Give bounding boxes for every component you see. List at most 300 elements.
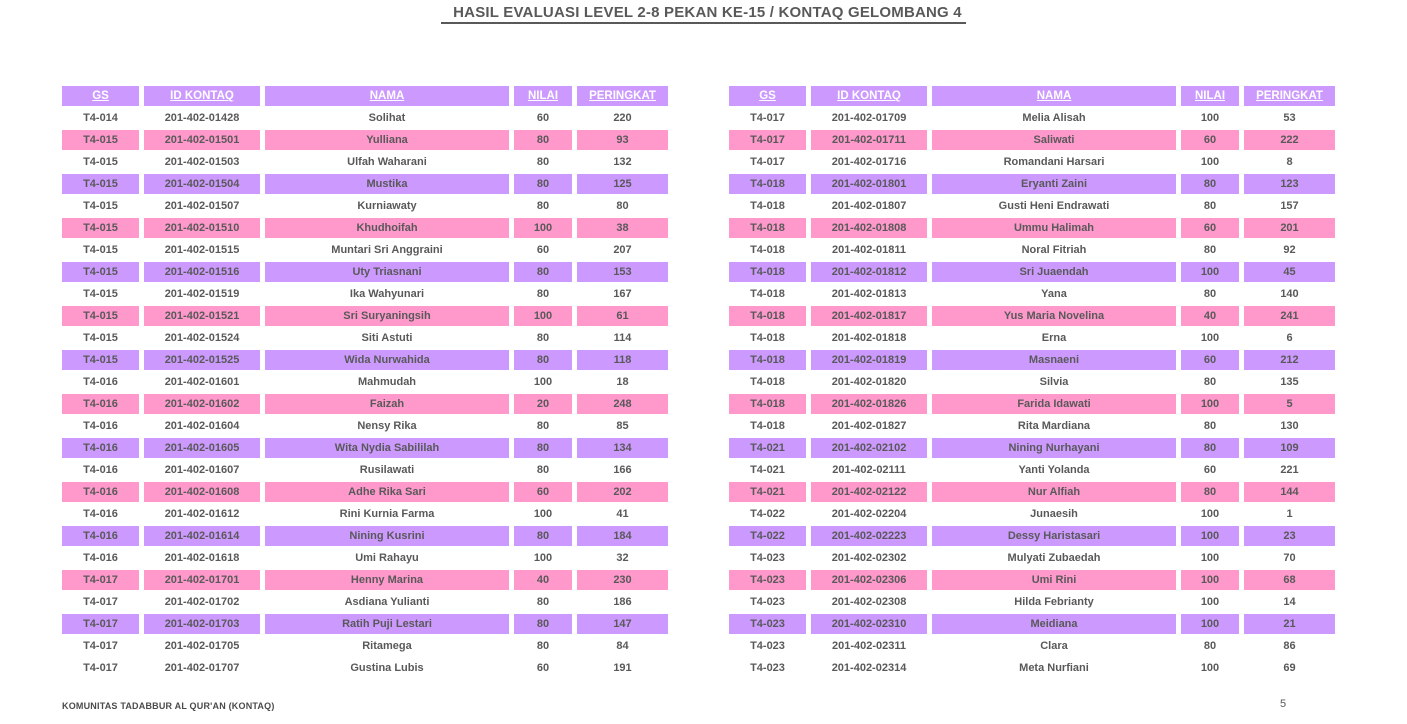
cell-gs: T4-017 [750, 156, 785, 168]
cell-nama: Erna [1041, 332, 1067, 344]
table-row [62, 460, 668, 480]
cell-nama: Silvia [1039, 376, 1069, 388]
cell-peringkat: 212 [1244, 350, 1335, 370]
cell-nilai: 100 [514, 218, 572, 238]
cell-gs: T4-018 [750, 244, 785, 256]
cell-gs: T4-016 [62, 482, 139, 502]
cell-gs: T4-017 [750, 112, 785, 124]
cell-peringkat: 18 [616, 376, 629, 388]
cell-gs: T4-021 [750, 464, 785, 476]
cell-nama: Masnaeni [932, 350, 1176, 370]
cell-nilai: 60 [536, 662, 550, 674]
cell-gs: T4-016 [83, 508, 118, 520]
table-row [62, 284, 668, 304]
column-header-id-kontaq: ID KONTAQ [811, 86, 927, 106]
cell-gs: T4-016 [62, 438, 139, 458]
cell-gs: T4-017 [83, 596, 118, 608]
cell-gs: T4-015 [62, 306, 139, 326]
table-row [62, 372, 668, 392]
cell-nama: Mulyati Zubaedah [1007, 552, 1101, 564]
table-row [729, 460, 1335, 480]
table-row [62, 218, 668, 238]
cell-nilai: 60 [1203, 464, 1217, 476]
cell-gs: T4-023 [729, 614, 806, 634]
cell-peringkat: 41 [616, 508, 629, 520]
cell-id-kontaq: 201-402-01709 [831, 112, 907, 124]
table-row [62, 350, 668, 370]
cell-id-kontaq: 201-402-01703 [144, 614, 260, 634]
cell-peringkat: 241 [1244, 306, 1335, 326]
cell-nama: Yana [1041, 288, 1067, 300]
cell-nilai: 80 [514, 526, 572, 546]
cell-nama: Ratih Puji Lestari [265, 614, 509, 634]
cell-peringkat: 61 [577, 306, 668, 326]
cell-gs: T4-015 [83, 332, 118, 344]
cell-nama: Eryanti Zaini [932, 174, 1176, 194]
cell-gs: T4-021 [729, 482, 806, 502]
cell-id-kontaq: 201-402-01605 [144, 438, 260, 458]
cell-nama: Clara [1040, 640, 1068, 652]
cell-nilai: 80 [536, 596, 550, 608]
cell-gs: T4-015 [62, 262, 139, 282]
cell-gs: T4-018 [729, 262, 806, 282]
table-row [729, 592, 1335, 612]
table-row [62, 570, 668, 590]
table-row [62, 196, 668, 216]
cell-id-kontaq: 201-402-01503 [164, 156, 240, 168]
table-row [729, 416, 1335, 436]
cell-gs: T4-015 [62, 130, 139, 150]
cell-nama: Meta Nurfiani [1019, 662, 1089, 674]
cell-gs: T4-022 [729, 526, 806, 546]
cell-peringkat: 70 [1283, 552, 1296, 564]
cell-nama: Farida Idawati [932, 394, 1176, 414]
table-row [729, 482, 1335, 502]
cell-gs: T4-021 [729, 438, 806, 458]
cell-peringkat: 14 [1283, 596, 1296, 608]
cell-id-kontaq: 201-402-02308 [831, 596, 907, 608]
cell-id-kontaq: 201-402-01602 [144, 394, 260, 414]
cell-peringkat: 80 [616, 200, 629, 212]
footer-organization: KOMUNITAS TADABBUR AL QUR'AN (KONTAQ) [62, 701, 275, 711]
cell-nilai: 80 [536, 288, 550, 300]
cell-gs: T4-017 [83, 662, 118, 674]
cell-gs: T4-023 [750, 552, 785, 564]
cell-gs: T4-018 [729, 394, 806, 414]
cell-nilai: 80 [1181, 482, 1239, 502]
cell-peringkat: 167 [613, 288, 632, 300]
header-row [62, 86, 668, 106]
cell-nama: Khudhoifah [265, 218, 509, 238]
cell-nama: Ulfah Waharani [347, 156, 427, 168]
cell-peringkat: 135 [1280, 376, 1299, 388]
cell-nama: Mustika [265, 174, 509, 194]
cell-nama: Umi Rahayu [355, 552, 419, 564]
cell-peringkat: 153 [577, 262, 668, 282]
cell-nilai: 100 [1181, 262, 1239, 282]
header-row [729, 86, 1335, 106]
cell-id-kontaq: 201-402-01428 [164, 112, 240, 124]
cell-gs: T4-022 [750, 508, 785, 520]
cell-id-kontaq: 201-402-01702 [164, 596, 240, 608]
cell-nama: Junaesih [1030, 508, 1078, 520]
cell-id-kontaq: 201-402-01827 [831, 420, 907, 432]
cell-peringkat: 207 [613, 244, 632, 256]
table-row [729, 262, 1335, 282]
cell-nilai: 80 [536, 332, 550, 344]
cell-peringkat: 23 [1244, 526, 1335, 546]
cell-peringkat: 202 [577, 482, 668, 502]
cell-nama: Wida Nurwahida [265, 350, 509, 370]
cell-id-kontaq: 201-402-01521 [144, 306, 260, 326]
table-row [729, 394, 1335, 414]
cell-peringkat: 8 [1286, 156, 1293, 168]
cell-peringkat: 248 [577, 394, 668, 414]
cell-nilai: 80 [514, 614, 572, 634]
cell-nama: Muntari Sri Anggraini [331, 244, 443, 256]
cell-nilai: 100 [1200, 112, 1220, 124]
cell-id-kontaq: 201-402-01601 [164, 376, 240, 388]
cell-gs: T4-016 [83, 376, 118, 388]
cell-nama: Solihat [368, 112, 406, 124]
cell-id-kontaq: 201-402-01507 [164, 200, 240, 212]
cell-nilai: 40 [514, 570, 572, 590]
column-header-id-kontaq: ID KONTAQ [144, 86, 260, 106]
cell-nama: Nur Alfiah [932, 482, 1176, 502]
cell-peringkat: 132 [613, 156, 632, 168]
cell-peringkat: 53 [1283, 112, 1296, 124]
table-row [62, 130, 668, 150]
cell-nilai: 100 [1200, 662, 1220, 674]
table-row [729, 438, 1335, 458]
cell-id-kontaq: 201-402-01525 [144, 350, 260, 370]
cell-id-kontaq: 201-402-02311 [831, 640, 906, 652]
table-row [62, 614, 668, 634]
cell-nama: Siti Astuti [361, 332, 413, 344]
cell-nilai: 100 [1181, 526, 1239, 546]
cell-peringkat: 114 [613, 332, 632, 344]
cell-nilai: 100 [533, 376, 553, 388]
table-row [62, 592, 668, 612]
cell-gs: T4-015 [83, 156, 118, 168]
cell-nilai: 80 [1181, 174, 1239, 194]
cell-gs: T4-018 [750, 420, 785, 432]
cell-nilai: 80 [1203, 200, 1217, 212]
cell-peringkat: 69 [1283, 662, 1296, 674]
cell-nama: Kurniawaty [357, 200, 417, 212]
cell-nama: Ummu Halimah [932, 218, 1176, 238]
cell-gs: T4-017 [62, 570, 139, 590]
cell-nama: Saliwati [932, 130, 1176, 150]
cell-nilai: 80 [1181, 438, 1239, 458]
cell-id-kontaq: 201-402-02302 [831, 552, 907, 564]
cell-peringkat: 45 [1244, 262, 1335, 282]
cell-nama: Hilda Febrianty [1014, 596, 1094, 608]
cell-peringkat: 21 [1244, 614, 1335, 634]
cell-id-kontaq: 201-402-01716 [831, 156, 907, 168]
cell-nilai: 80 [514, 174, 572, 194]
cell-id-kontaq: 201-402-01711 [811, 130, 927, 150]
cell-id-kontaq: 201-402-01510 [144, 218, 260, 238]
cell-nama: Melia Alisah [1022, 112, 1086, 124]
cell-gs: T4-023 [750, 662, 785, 674]
cell-nilai: 100 [533, 552, 553, 564]
cell-peringkat: 147 [577, 614, 668, 634]
cell-id-kontaq: 201-402-01707 [164, 662, 240, 674]
cell-id-kontaq: 201-402-01515 [164, 244, 240, 256]
cell-peringkat: 86 [1283, 640, 1296, 652]
cell-peringkat: 220 [613, 112, 632, 124]
table-row [729, 108, 1335, 128]
table-row [729, 240, 1335, 260]
cell-gs: T4-016 [83, 420, 118, 432]
table-row [729, 504, 1335, 524]
cell-peringkat: 38 [577, 218, 668, 238]
cell-gs: T4-016 [83, 552, 118, 564]
table-row [729, 614, 1335, 634]
cell-nama: Nining Kusrini [265, 526, 509, 546]
cell-nilai: 100 [1200, 596, 1220, 608]
cell-id-kontaq: 201-402-01501 [144, 130, 260, 150]
cell-peringkat: 230 [577, 570, 668, 590]
cell-nama: Sri Juaendah [932, 262, 1176, 282]
cell-gs: T4-014 [83, 112, 118, 124]
cell-nama: Yus Maria Novelina [932, 306, 1176, 326]
cell-peringkat: 157 [1280, 200, 1299, 212]
cell-id-kontaq: 201-402-01813 [831, 288, 907, 300]
cell-gs: T4-017 [83, 640, 118, 652]
column-header-gs: GS [62, 86, 139, 106]
cell-id-kontaq: 201-402-01817 [811, 306, 927, 326]
cell-gs: T4-016 [83, 464, 118, 476]
cell-nilai: 80 [1203, 376, 1217, 388]
cell-nilai: 60 [536, 244, 550, 256]
cell-nama: Meidiana [932, 614, 1176, 634]
cell-nama: Mahmudah [357, 376, 417, 388]
cell-peringkat: 201 [1244, 218, 1335, 238]
cell-gs: T4-018 [729, 350, 806, 370]
table-row [729, 328, 1335, 348]
column-header-gs: GS [729, 86, 806, 106]
cell-id-kontaq: 201-402-01705 [164, 640, 240, 652]
cell-id-kontaq: 201-402-01820 [831, 376, 907, 388]
cell-nilai: 60 [1181, 218, 1239, 238]
cell-nilai: 100 [514, 306, 572, 326]
table-row [62, 262, 668, 282]
cell-peringkat: 144 [1244, 482, 1335, 502]
cell-nilai: 80 [1203, 420, 1217, 432]
cell-nama: Faizah [265, 394, 509, 414]
table-row [62, 306, 668, 326]
cell-nilai: 60 [514, 482, 572, 502]
table-row [62, 504, 668, 524]
table-row [729, 152, 1335, 172]
cell-peringkat: 222 [1244, 130, 1335, 150]
cell-gs: T4-018 [729, 306, 806, 326]
cell-id-kontaq: 201-402-02122 [811, 482, 927, 502]
cell-nilai: 80 [514, 130, 572, 150]
cell-id-kontaq: 201-402-01519 [164, 288, 240, 300]
cell-gs: T4-018 [750, 288, 785, 300]
cell-nama: Ika Wahyunari [349, 288, 425, 300]
cell-id-kontaq: 201-402-01618 [164, 552, 240, 564]
cell-gs: T4-018 [729, 218, 806, 238]
cell-peringkat: 93 [577, 130, 668, 150]
cell-peringkat: 6 [1286, 332, 1293, 344]
cell-gs: T4-015 [62, 350, 139, 370]
cell-nilai: 80 [536, 464, 550, 476]
table-row [729, 372, 1335, 392]
table-row [729, 306, 1335, 326]
cell-nilai: 60 [1181, 350, 1239, 370]
cell-id-kontaq: 201-402-01504 [144, 174, 260, 194]
cell-nilai: 100 [533, 508, 553, 520]
table-row [729, 570, 1335, 590]
cell-id-kontaq: 201-402-02111 [832, 464, 906, 476]
cell-nama: Rini Kurnia Farma [339, 508, 435, 520]
cell-gs: T4-018 [729, 174, 806, 194]
table-row [62, 548, 668, 568]
cell-nama: Dessy Haristasari [932, 526, 1176, 546]
cell-nama: Nining Nurhayani [932, 438, 1176, 458]
cell-nama: Asdiana Yulianti [344, 596, 430, 608]
cell-nilai: 100 [1181, 394, 1239, 414]
table-row [729, 196, 1335, 216]
cell-gs: T4-015 [83, 288, 118, 300]
page-title [0, 4, 1407, 24]
table-row [62, 152, 668, 172]
column-header-peringkat: PERINGKAT [577, 86, 668, 106]
table-row [729, 658, 1335, 678]
cell-nilai: 80 [1203, 288, 1217, 300]
cell-nama: Henny Marina [265, 570, 509, 590]
cell-nilai: 60 [1181, 130, 1239, 150]
cell-gs: T4-015 [62, 218, 139, 238]
cell-nilai: 80 [536, 640, 550, 652]
cell-nilai: 80 [1203, 244, 1217, 256]
table-row [62, 394, 668, 414]
cell-gs: T4-017 [729, 130, 806, 150]
column-header-nama: NAMA [265, 86, 509, 106]
table-row [62, 636, 668, 656]
cell-nilai: 60 [536, 112, 550, 124]
cell-nilai: 80 [514, 438, 572, 458]
table-row [62, 240, 668, 260]
table-row [62, 482, 668, 502]
cell-nama: Rusilawati [359, 464, 415, 476]
cell-nilai: 80 [514, 350, 572, 370]
cell-gs: T4-016 [62, 394, 139, 414]
cell-peringkat: 130 [1280, 420, 1299, 432]
column-header-nama: NAMA [932, 86, 1176, 106]
cell-nama: Romandani Harsari [1003, 156, 1105, 168]
cell-nilai: 20 [514, 394, 572, 414]
cell-nama: Gusti Heni Endrawati [998, 200, 1110, 212]
cell-id-kontaq: 201-402-01826 [811, 394, 927, 414]
cell-nama: Wita Nydia Sabililah [265, 438, 509, 458]
cell-gs: T4-015 [62, 174, 139, 194]
cell-gs: T4-015 [83, 244, 118, 256]
cell-peringkat: 85 [616, 420, 629, 432]
cell-nama: Uty Triasnani [265, 262, 509, 282]
cell-nama: Sri Suryaningsih [265, 306, 509, 326]
table-row [729, 130, 1335, 150]
cell-id-kontaq: 201-402-01604 [164, 420, 240, 432]
cell-peringkat: 140 [1280, 288, 1299, 300]
cell-id-kontaq: 201-402-01612 [164, 508, 240, 520]
cell-peringkat: 92 [1283, 244, 1296, 256]
cell-id-kontaq: 201-402-01807 [831, 200, 907, 212]
table-row [62, 174, 668, 194]
cell-id-kontaq: 201-402-01811 [831, 244, 906, 256]
table-row [62, 526, 668, 546]
cell-nama: Umi Rini [932, 570, 1176, 590]
cell-id-kontaq: 201-402-01701 [144, 570, 260, 590]
table-row [729, 636, 1335, 656]
column-header-peringkat: PERINGKAT [1244, 86, 1335, 106]
page-title-text: HASIL EVALUASI LEVEL 2-8 PEKAN KE-15 / KONTAQ GELOMBANG 4 [441, 4, 966, 24]
table-row [729, 350, 1335, 370]
cell-nilai: 100 [1200, 332, 1220, 344]
cell-nilai: 100 [1181, 614, 1239, 634]
table-row [729, 218, 1335, 238]
cell-nama: Yulliana [265, 130, 509, 150]
cell-nama: Gustina Lubis [350, 662, 424, 674]
cell-nilai: 80 [536, 200, 550, 212]
cell-nama: Adhe Rika Sari [265, 482, 509, 502]
cell-id-kontaq: 201-402-01607 [164, 464, 240, 476]
cell-id-kontaq: 201-402-01808 [811, 218, 927, 238]
cell-nilai: 100 [1181, 570, 1239, 590]
cell-gs: T4-023 [729, 570, 806, 590]
cell-peringkat: 221 [1280, 464, 1299, 476]
cell-nama: Ritamega [362, 640, 412, 652]
cell-nama: Rita Mardiana [1017, 420, 1091, 432]
cell-nilai: 100 [1200, 508, 1220, 520]
cell-id-kontaq: 201-402-01812 [811, 262, 927, 282]
table-row [62, 658, 668, 678]
cell-nilai: 100 [1200, 156, 1220, 168]
cell-nilai: 100 [1200, 552, 1220, 564]
cell-gs: T4-018 [750, 376, 785, 388]
cell-peringkat: 1 [1286, 508, 1293, 520]
cell-peringkat: 109 [1244, 438, 1335, 458]
cell-id-kontaq: 201-402-01524 [164, 332, 240, 344]
cell-gs: T4-023 [750, 596, 785, 608]
cell-nilai: 80 [536, 420, 550, 432]
page-number: 5 [1280, 698, 1287, 710]
cell-peringkat: 186 [613, 596, 632, 608]
table-row [62, 108, 668, 128]
cell-gs: T4-018 [750, 332, 785, 344]
cell-id-kontaq: 201-402-01614 [144, 526, 260, 546]
cell-gs: T4-017 [62, 614, 139, 634]
column-header-nilai: NILAI [1181, 86, 1239, 106]
results-table-right [724, 84, 1340, 680]
cell-peringkat: 125 [577, 174, 668, 194]
cell-peringkat: 134 [577, 438, 668, 458]
cell-id-kontaq: 201-402-01818 [831, 332, 907, 344]
cell-id-kontaq: 201-402-02310 [811, 614, 927, 634]
cell-gs: T4-015 [83, 200, 118, 212]
cell-nilai: 80 [1203, 640, 1217, 652]
cell-id-kontaq: 201-402-02102 [811, 438, 927, 458]
cell-peringkat: 191 [613, 662, 632, 674]
cell-nilai: 40 [1181, 306, 1239, 326]
cell-peringkat: 84 [616, 640, 629, 652]
cell-nama: Nensy Rika [357, 420, 417, 432]
cell-nama: Noral Fitriah [1021, 244, 1087, 256]
